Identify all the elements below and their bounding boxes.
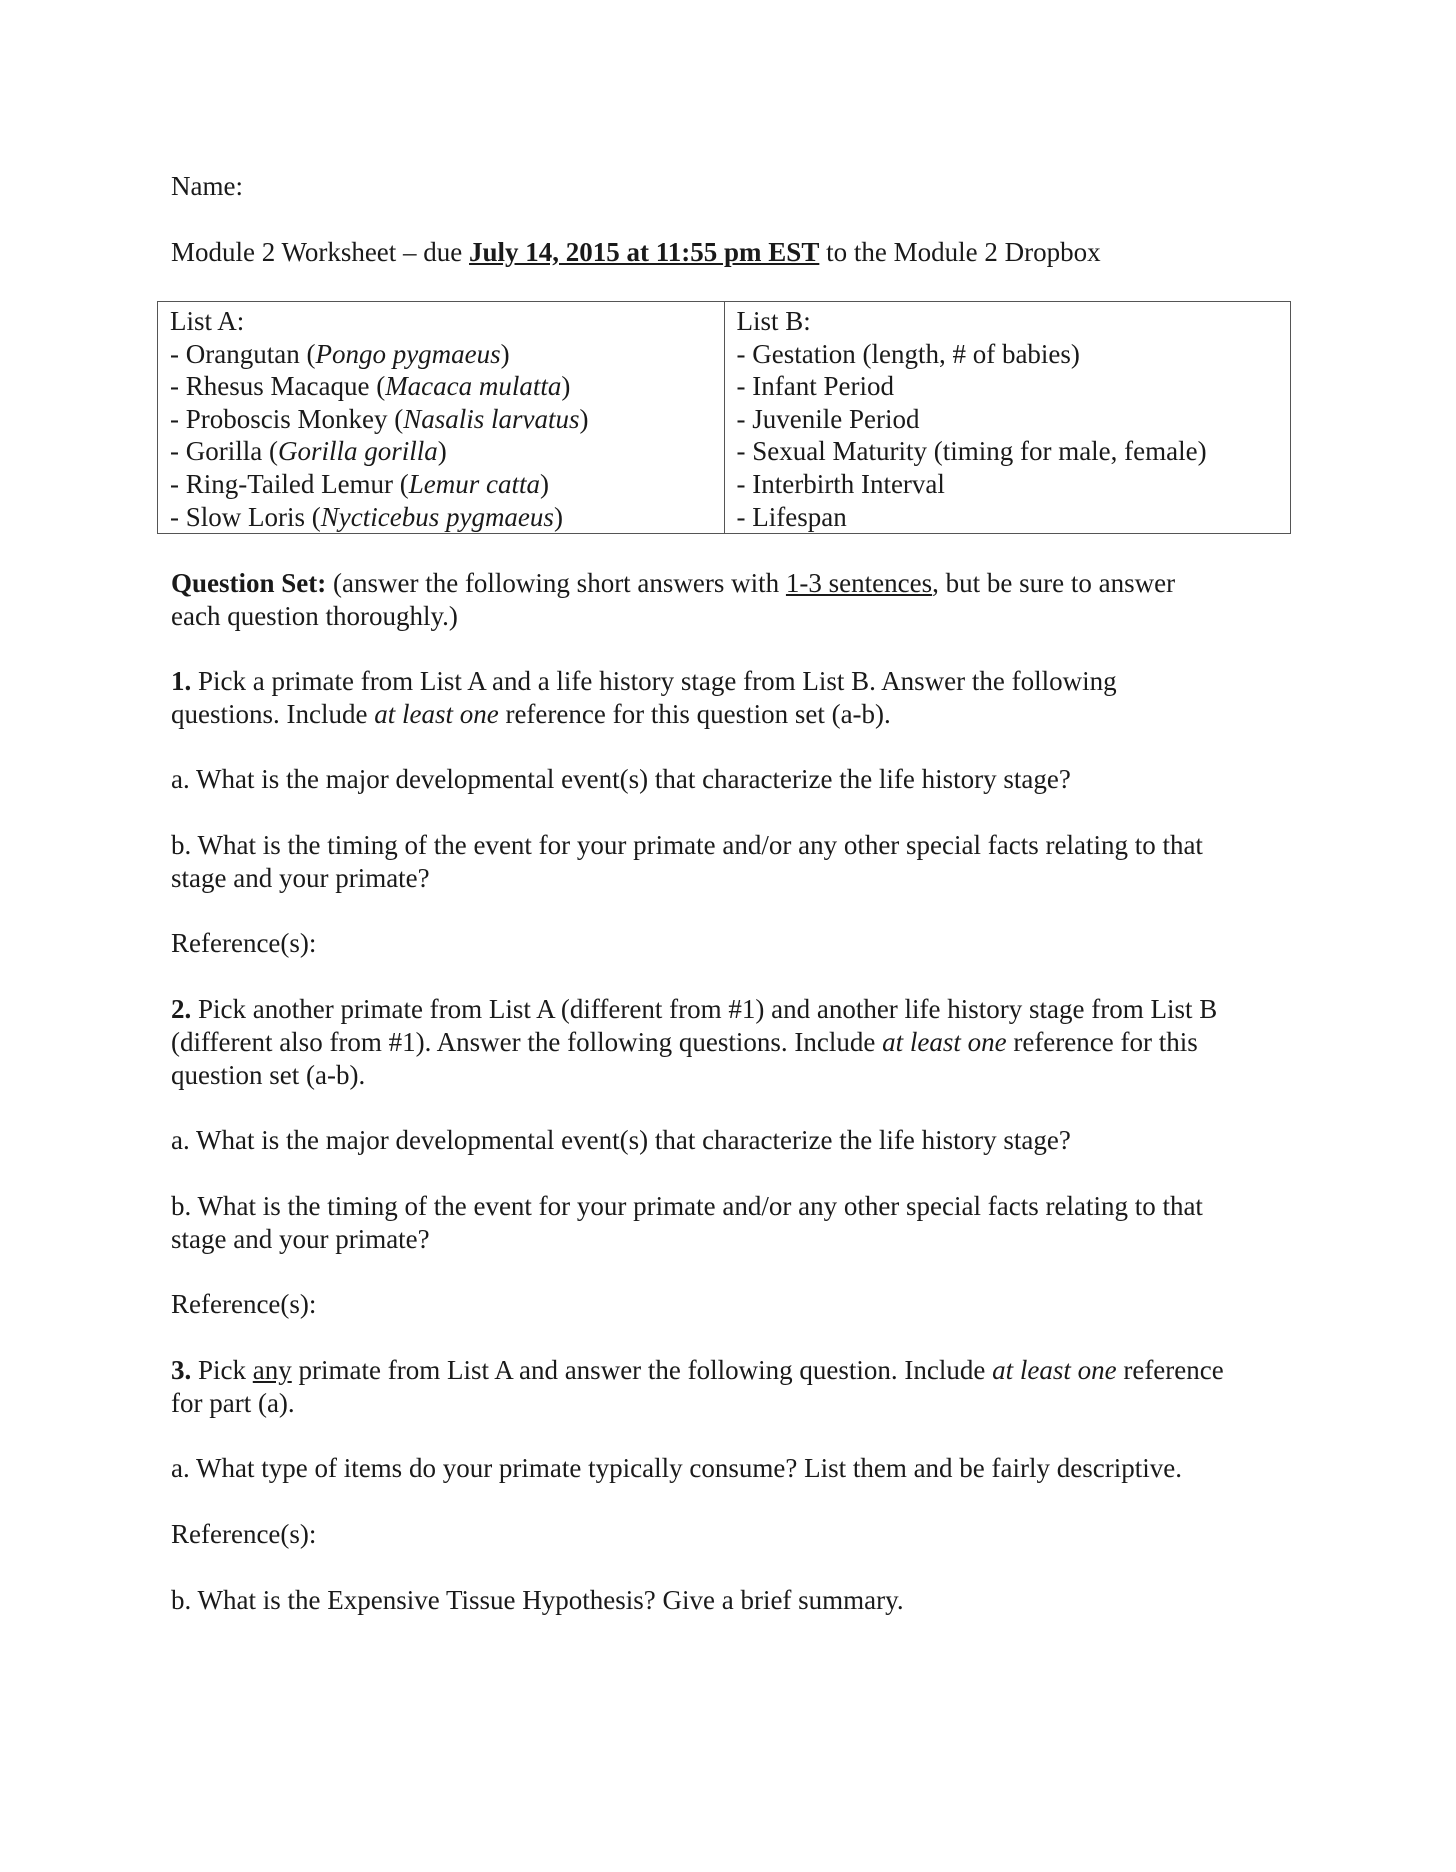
- question-1-references: Reference(s):: [171, 928, 317, 958]
- list-item: - Rhesus Macaque (Macaca mulatta): [170, 371, 571, 402]
- list-item: - Ring-Tailed Lemur (Lemur catta): [170, 468, 550, 499]
- title-prefix: Module 2 Worksheet – due: [171, 237, 470, 267]
- list-item: - Gestation (length, # of babies): [736, 338, 1080, 369]
- due-date: July 14, 2015 at 11:55 pm EST: [469, 237, 820, 267]
- question-set-intro: Question Set: (answer the following short answers with 1-3 sentences, but be sure to answer each question thoroughly.): [171, 568, 1176, 631]
- title-suffix: to the Module 2 Dropbox: [819, 237, 1101, 267]
- list-item: - Juvenile Period: [736, 403, 920, 434]
- question-1-prompt: 1. Pick a primate from List A and a life history stage from List B. Answer the following questions. Include at least one reference for this question set (a-b).: [171, 666, 1117, 729]
- list-b-cell: [724, 302, 1291, 534]
- list-item: - Orangutan (Pongo pygmaeus): [170, 338, 510, 369]
- list-item: - Interbirth Interval: [736, 468, 945, 499]
- question-2-prompt: 2. Pick another primate from List A (different from #1) and another life history stage from List B (different also from #1). Answer the following questions. Include at least one reference for this question set (a-b).: [171, 994, 1218, 1090]
- question-3-references: Reference(s):: [171, 1519, 317, 1549]
- question-number: 2.: [171, 994, 192, 1024]
- question-2b: b. What is the timing of the event for your primate and/or any other special facts relating to that stage and your primate?: [171, 1191, 1203, 1254]
- list-item: - Infant Period: [736, 371, 894, 402]
- question-2a: a. What is the major developmental event(s) that characterize the life history stage?: [171, 1125, 1071, 1155]
- list-item: - Gorilla (Gorilla gorilla): [170, 436, 447, 467]
- lists-table: [157, 301, 1291, 534]
- list-b-heading: List B:: [736, 306, 811, 336]
- list-item: - Slow Loris (Nycticebus pygmaeus): [170, 501, 563, 532]
- name-label: Name:: [171, 171, 243, 201]
- question-number: 3.: [171, 1355, 192, 1385]
- list-item: - Lifespan: [736, 501, 847, 532]
- list-item: - Proboscis Monkey (Nasalis larvatus): [170, 403, 589, 434]
- question-3a: a. What type of items do your primate typically consume? List them and be fairly descriptive.: [171, 1453, 1182, 1483]
- question-3b: b. What is the Expensive Tissue Hypothesis? Give a brief summary.: [171, 1585, 904, 1615]
- question-1a: a. What is the major developmental event(s) that characterize the life history stage?: [171, 764, 1071, 794]
- question-set-label: Question Set:: [171, 568, 327, 598]
- worksheet-title: [171, 236, 1301, 269]
- question-3-prompt: 3. Pick any primate from List A and answer the following question. Include at least one reference for part (a).: [171, 1355, 1224, 1418]
- question-2-references: Reference(s):: [171, 1289, 317, 1319]
- sentence-limit: 1-3 sentences: [785, 568, 933, 598]
- list-a-cell: [158, 302, 725, 534]
- list-a-heading: List A:: [170, 306, 245, 336]
- question-1b: b. What is the timing of the event for your primate and/or any other special facts relating to that stage and your primate?: [171, 830, 1203, 893]
- list-item: - Sexual Maturity (timing for male, female): [736, 436, 1207, 467]
- question-number: 1.: [171, 666, 192, 696]
